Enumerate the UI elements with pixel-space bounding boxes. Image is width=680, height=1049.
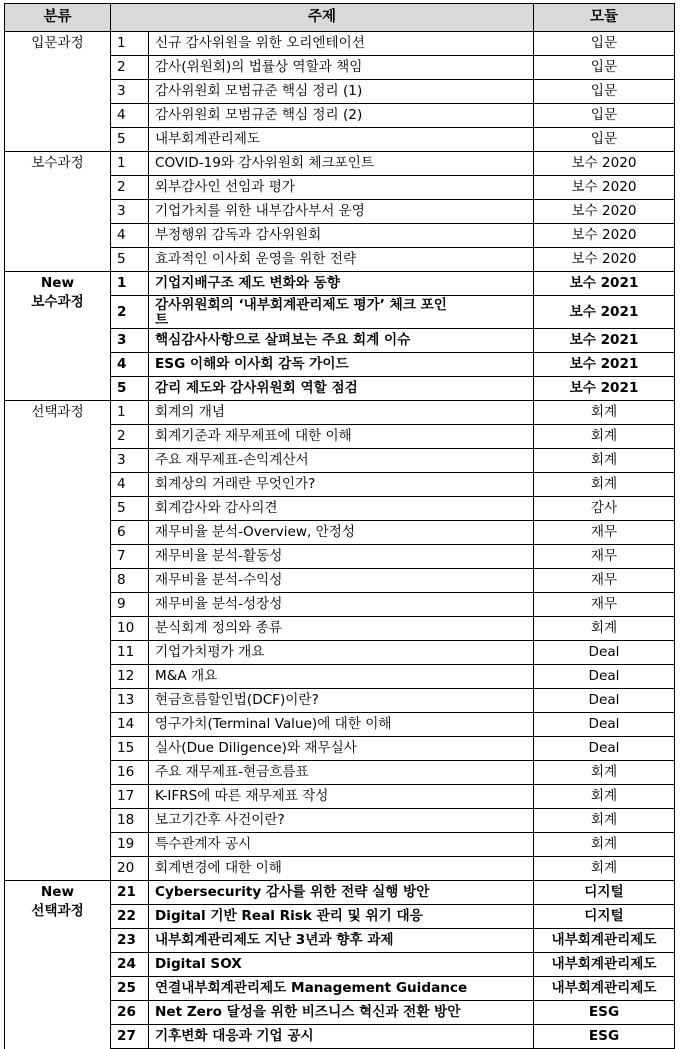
- row-number: 11: [111, 641, 149, 665]
- module-cell: 재무: [534, 593, 675, 617]
- module-cell: Deal: [534, 665, 675, 689]
- row-number: 24: [111, 953, 149, 977]
- row-number: 2: [111, 296, 149, 329]
- category-cell: [5, 152, 111, 272]
- topic-cell: Digital SOX: [149, 953, 534, 977]
- topic-cell: Cybersecurity 감사를 위한 전략 실행 방안: [149, 881, 534, 905]
- module-cell: 입문: [534, 32, 675, 56]
- row-number: 2: [111, 425, 149, 449]
- module-cell: 보수 2021: [534, 353, 675, 377]
- topic-cell: Net Zero 달성을 위한 비즈니스 혁신과 전환 방안: [149, 1001, 534, 1025]
- topic-cell: 내부회계관리제도 지난 3년과 향후 과제: [149, 929, 534, 953]
- table-row: [5, 152, 675, 176]
- topic-cell: 기업가치를 위한 내부감사부서 운영: [149, 200, 534, 224]
- table-row: [5, 401, 675, 425]
- module-cell: 보수 2020: [534, 200, 675, 224]
- topic-cell: 주요 재무제표-현금흐름표: [149, 761, 534, 785]
- row-number: 25: [111, 977, 149, 1001]
- topic-cell: ESG 이해와 이사회 감독 가이드: [149, 353, 534, 377]
- topic-cell: 신규 감사위원을 위한 오리엔테이션: [149, 32, 534, 56]
- module-cell: 재무: [534, 545, 675, 569]
- category-cell: [5, 32, 111, 152]
- row-number: 10: [111, 617, 149, 641]
- module-cell: 내부회계관리제도: [534, 929, 675, 953]
- module-cell: 보수 2020: [534, 248, 675, 272]
- row-number: 5: [111, 497, 149, 521]
- module-cell: 보수 2021: [534, 377, 675, 401]
- header-topic: 주제: [111, 4, 534, 32]
- row-number: 14: [111, 713, 149, 737]
- row-number: 3: [111, 449, 149, 473]
- module-cell: 내부회계관리제도: [534, 977, 675, 1001]
- topic-cell: 재무비율 분석-Overview, 안정성: [149, 521, 534, 545]
- topic-cell: K-IFRS에 따른 재무제표 작성: [149, 785, 534, 809]
- module-cell: 디지털: [534, 881, 675, 905]
- topic-cell: 주요 재무제표-손익계산서: [149, 449, 534, 473]
- module-cell: 회계: [534, 449, 675, 473]
- row-number: 16: [111, 761, 149, 785]
- topic-cell: 효과적인 이사회 운영을 위한 전략: [149, 248, 534, 272]
- module-cell: 입문: [534, 56, 675, 80]
- row-number: 4: [111, 353, 149, 377]
- module-cell: 내부회계관리제도: [534, 953, 675, 977]
- row-number: 2: [111, 56, 149, 80]
- topic-line: 트: [155, 312, 169, 328]
- row-number: 22: [111, 905, 149, 929]
- topic-cell: 재무비율 분석-성장성: [149, 593, 534, 617]
- topic-cell: 보고기간후 사건이란?: [149, 809, 534, 833]
- row-number: 19: [111, 833, 149, 857]
- topic-cell: COVID-19와 감사위원회 체크포인트: [149, 152, 534, 176]
- topic-cell: 연결내부회계관리제도 Management Guidance: [149, 977, 534, 1001]
- table-row: [5, 881, 675, 905]
- topic-cell: 외부감사인 선임과 평가: [149, 176, 534, 200]
- topic-cell: M&A 개요: [149, 665, 534, 689]
- category-label: New: [40, 884, 75, 900]
- category-cell: [5, 272, 111, 401]
- header-row: [5, 4, 675, 32]
- module-cell: 보수 2021: [534, 329, 675, 353]
- row-number: 21: [111, 881, 149, 905]
- module-cell: 보수 2020: [534, 152, 675, 176]
- module-cell: 입문: [534, 80, 675, 104]
- category-cell: [5, 881, 111, 1049]
- module-cell: 회계: [534, 809, 675, 833]
- category-label: 입문과정: [31, 35, 84, 51]
- row-number: 1: [111, 401, 149, 425]
- curriculum-table: [4, 3, 675, 1049]
- topic-cell: Digital 기반 Real Risk 관리 및 위기 대응: [149, 905, 534, 929]
- row-number: 18: [111, 809, 149, 833]
- topic-cell: 기업지배구조 제도 변화와 동향: [149, 272, 534, 296]
- row-number: 5: [111, 128, 149, 152]
- header-category: 분류: [5, 4, 111, 32]
- row-number: 1: [111, 152, 149, 176]
- module-cell: Deal: [534, 713, 675, 737]
- category-label: New: [40, 275, 75, 291]
- module-cell: Deal: [534, 737, 675, 761]
- header-module: 모듈: [534, 4, 675, 32]
- module-cell: 회계: [534, 833, 675, 857]
- module-cell: 감사: [534, 497, 675, 521]
- row-number: 13: [111, 689, 149, 713]
- topic-cell: 감사위원회 모범규준 핵심 정리 (1): [149, 80, 534, 104]
- topic-cell: 재무비율 분석-활동성: [149, 545, 534, 569]
- row-number: 5: [111, 377, 149, 401]
- module-cell: 보수 2020: [534, 224, 675, 248]
- topic-cell: 분식회계 정의와 종류: [149, 617, 534, 641]
- row-number: 23: [111, 929, 149, 953]
- module-cell: 회계: [534, 785, 675, 809]
- module-cell: ESG: [534, 1025, 675, 1049]
- topic-cell: 실사(Due Diligence)와 재무실사: [149, 737, 534, 761]
- table-row: [5, 32, 675, 56]
- topic-cell: 감사(위원회)의 법률상 역할과 책임: [149, 56, 534, 80]
- module-cell: 회계: [534, 857, 675, 881]
- topic-cell: 기업가치평가 개요: [149, 641, 534, 665]
- topic-cell: 회계상의 거래란 무엇인가?: [149, 473, 534, 497]
- module-cell: 회계: [534, 761, 675, 785]
- row-number: 4: [111, 224, 149, 248]
- table-row: [5, 272, 675, 296]
- row-number: 3: [111, 329, 149, 353]
- row-number: 3: [111, 80, 149, 104]
- module-cell: 보수 2020: [534, 176, 675, 200]
- row-number: 20: [111, 857, 149, 881]
- module-cell: 재무: [534, 521, 675, 545]
- table-body: [5, 32, 675, 1049]
- module-cell: 디지털: [534, 905, 675, 929]
- module-cell: 회계: [534, 473, 675, 497]
- module-cell: 입문: [534, 104, 675, 128]
- row-number: 17: [111, 785, 149, 809]
- module-cell: Deal: [534, 641, 675, 665]
- topic-cell: 부정행위 감독과 감사위원회: [149, 224, 534, 248]
- row-number: 27: [111, 1025, 149, 1049]
- row-number: 1: [111, 32, 149, 56]
- row-number: 9: [111, 593, 149, 617]
- row-number: 26: [111, 1001, 149, 1025]
- module-cell: 재무: [534, 569, 675, 593]
- row-number: 8: [111, 569, 149, 593]
- topic-cell: 현금흐름할인법(DCF)이란?: [149, 689, 534, 713]
- category-label: 선택과정: [31, 404, 84, 420]
- topic-cell: 회계변경에 대한 이해: [149, 857, 534, 881]
- topic-cell: 내부회계관리제도: [149, 128, 534, 152]
- topic-cell: 감사위원회 모범규준 핵심 정리 (2): [149, 104, 534, 128]
- topic-cell: 회계의 개념: [149, 401, 534, 425]
- topic-cell: 영구가치(Terminal Value)에 대한 이해: [149, 713, 534, 737]
- category-label: 보수과정: [31, 155, 84, 171]
- topic-cell: 회계감사와 감사의견: [149, 497, 534, 521]
- topic-cell: 핵심감사사항으로 살펴보는 주요 회계 이슈: [149, 329, 534, 353]
- row-number: 3: [111, 200, 149, 224]
- module-cell: ESG: [534, 1001, 675, 1025]
- row-number: 15: [111, 737, 149, 761]
- module-cell: 보수 2021: [534, 296, 675, 329]
- module-cell: 입문: [534, 128, 675, 152]
- module-cell: Deal: [534, 689, 675, 713]
- module-cell: 회계: [534, 401, 675, 425]
- module-cell: 회계: [534, 617, 675, 641]
- row-number: 2: [111, 176, 149, 200]
- topic-line: 감사위원회의 ‘내부회계관리제도 평가’ 체크 포인: [155, 297, 447, 313]
- category-label: 선택과정: [31, 903, 84, 919]
- row-number: 5: [111, 248, 149, 272]
- row-number: 4: [111, 104, 149, 128]
- category-label: 보수과정: [31, 294, 84, 310]
- topic-cell: 감리 제도와 감사위원회 역할 점검: [149, 377, 534, 401]
- row-number: 1: [111, 272, 149, 296]
- row-number: 4: [111, 473, 149, 497]
- module-cell: 보수 2021: [534, 272, 675, 296]
- topic-cell: 회계기준과 재무제표에 대한 이해: [149, 425, 534, 449]
- row-number: 6: [111, 521, 149, 545]
- topic-cell: [149, 296, 534, 329]
- topic-cell: 재무비율 분석-수익성: [149, 569, 534, 593]
- row-number: 12: [111, 665, 149, 689]
- topic-cell: 기후변화 대응과 기업 공시: [149, 1025, 534, 1049]
- module-cell: 회계: [534, 425, 675, 449]
- topic-cell: 특수관계자 공시: [149, 833, 534, 857]
- category-cell: [5, 401, 111, 881]
- row-number: 7: [111, 545, 149, 569]
